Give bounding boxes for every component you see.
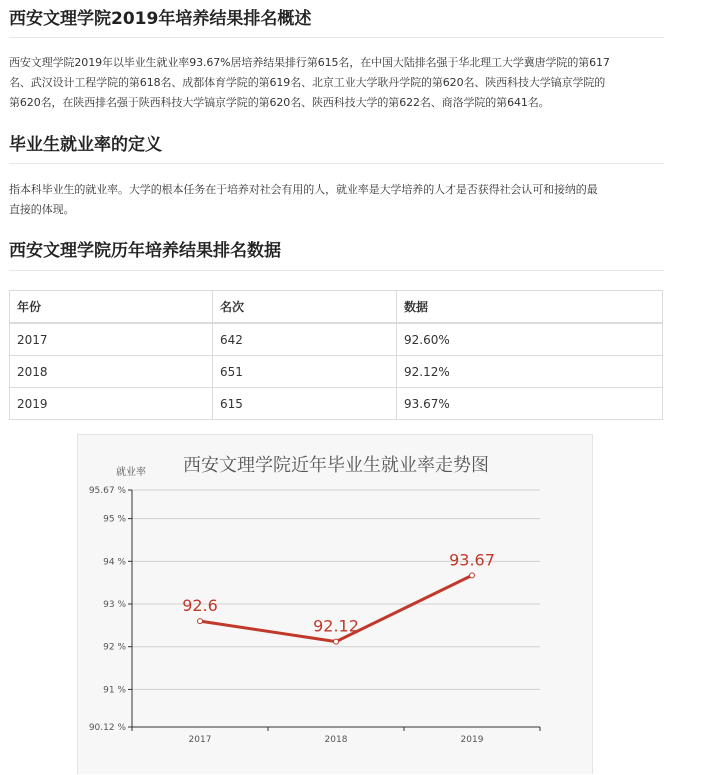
chart-grid: [132, 490, 540, 689]
table-header-row: [10, 291, 663, 324]
table-row: [10, 356, 663, 388]
cell-year: 2017: [10, 323, 213, 356]
table-row: [10, 388, 663, 420]
chart-labels: [182, 550, 495, 635]
chart-y-tick-label: 90.12 %: [88, 723, 126, 733]
chart-y-axis-label: 就业率: [116, 467, 146, 478]
overview-heading: 西安文理学院2019年培养结果排名概述: [9, 9, 312, 29]
chart-y-tick-label: 92 %: [103, 642, 126, 653]
cell-year: 2019: [10, 388, 213, 420]
ranking-table: [9, 290, 663, 420]
chart-y-tick-label: 95 %: [103, 514, 126, 525]
definition-line-2: 直接的体现。: [9, 203, 75, 216]
definition-paragraph: [9, 180, 661, 220]
cell-year: 2018: [10, 356, 213, 388]
definition-heading: 毕业生就业率的定义: [9, 135, 162, 155]
chart-svg: [78, 435, 594, 775]
cell-rank: 642: [213, 323, 397, 356]
chart-x-tick-label: 2017: [188, 735, 212, 745]
chart-x-tick-label: 2018: [324, 735, 348, 745]
chart-point: [198, 619, 203, 624]
overview-divider: [9, 37, 664, 38]
overview-line-2: 名、武汉设计工程学院的第618名、成都体育学院的第619名、北京工业大学耿丹学院的第620名、陕西科技大学镐京学院的: [9, 76, 606, 89]
chart-axes: [89, 486, 540, 745]
chart-y-tick-label: 95.67 %: [88, 486, 126, 496]
chart-y-tick-label: 94 %: [103, 557, 126, 568]
chart-x-tick-label: 2019: [460, 735, 484, 745]
chart-data-label: 92.12: [313, 616, 359, 636]
overview-paragraph: [9, 53, 661, 113]
overview-line-3: 第620名，在陕西排名强于陕西科技大学镐京学院的第620名、陕西科技大学的第622名、商洛学院的第641名。: [9, 96, 550, 109]
cell-rank: 615: [213, 388, 397, 420]
ranking-data-divider: [9, 270, 664, 271]
chart-y-tick-label: 91 %: [103, 685, 126, 696]
header-rank: 名次: [213, 291, 397, 324]
cell-value: 93.67%: [397, 388, 663, 420]
definition-line-1: 指本科毕业生的就业率。大学的根本任务在于培养对社会有用的人，就业率是大学培养的人才是否获得社会认可和接纳的最: [9, 183, 598, 196]
chart-point: [470, 573, 475, 578]
ranking-data-heading: 西安文理学院历年培养结果排名数据: [9, 241, 281, 261]
cell-value: 92.12%: [397, 356, 663, 388]
header-value: 数据: [397, 291, 663, 324]
chart-data-label: 92.6: [182, 596, 218, 616]
cell-value: 92.60%: [397, 323, 663, 356]
chart-y-tick-label: 93 %: [103, 600, 126, 611]
cell-rank: 651: [213, 356, 397, 388]
chart-title: 西安文理学院近年毕业生就业率走势图: [183, 455, 489, 476]
chart-data-label: 93.67: [449, 550, 495, 570]
chart-point: [334, 639, 339, 644]
header-year: 年份: [10, 291, 213, 324]
table-row: [10, 323, 663, 356]
definition-divider: [9, 163, 664, 164]
employment-rate-chart: [77, 434, 593, 774]
overview-line-1: 西安文理学院2019年以毕业生就业率93.67%居培养结果排行第615名，在中国大陆排名强于华北理工大学冀唐学院的第617: [9, 56, 610, 69]
